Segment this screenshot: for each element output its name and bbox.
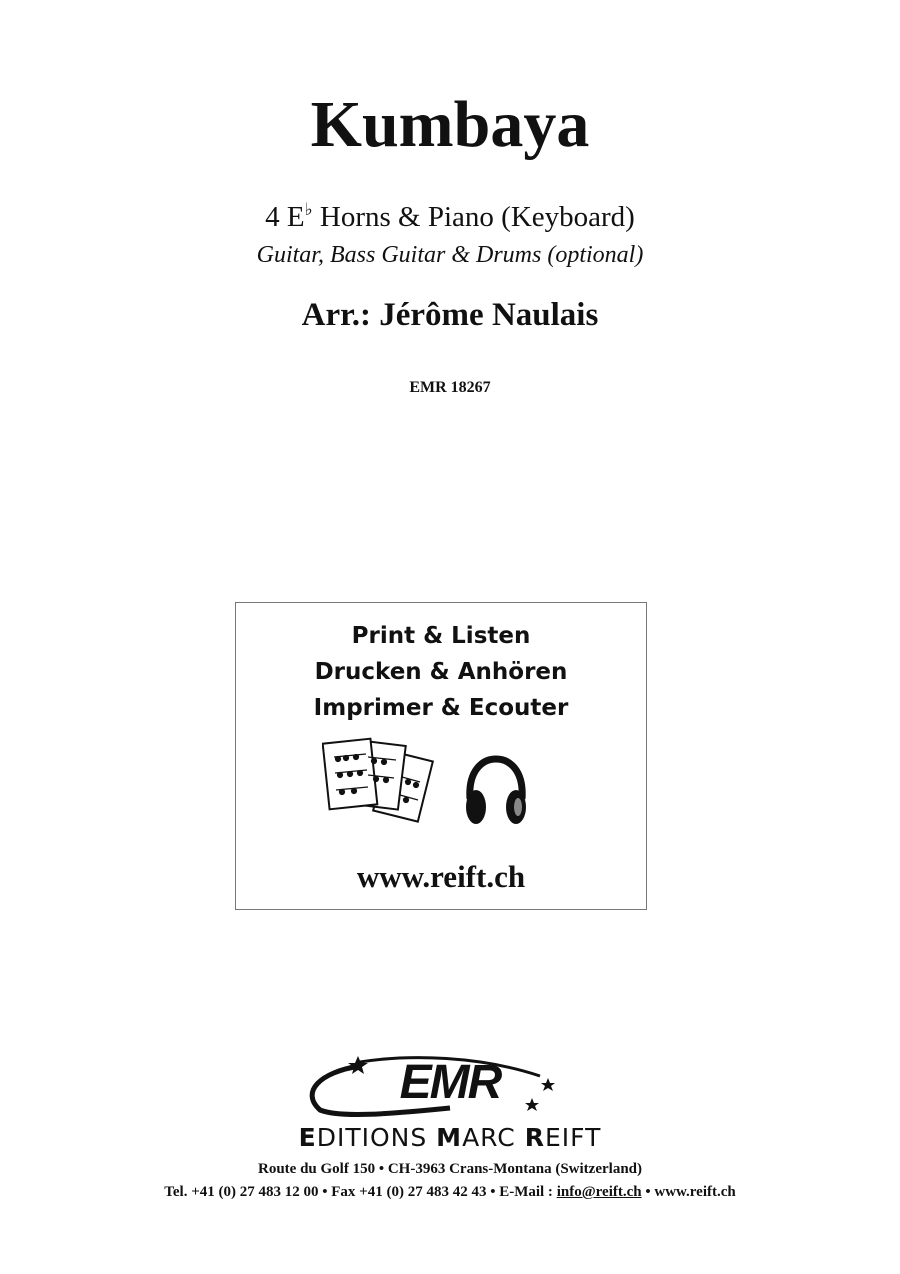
catalog-number: EMR 18267 [409, 379, 491, 396]
promo-line-english: Print & Listen [351, 623, 531, 649]
publisher-address: Route du Golf 150 • CH-3963 Crans-Montana (Switzerland) [258, 1161, 642, 1177]
publisher-name-initial-r: R [524, 1123, 545, 1152]
arranger: Arr.: Jérôme Naulais [301, 297, 599, 333]
contact-phone-fax: Tel. +41 (0) 27 483 12 00 • Fax +41 (0) 27 483 42 43 • E-Mail : [164, 1184, 557, 1200]
email-link[interactable]: info@reift.ch [556, 1184, 642, 1200]
optional-parts: Guitar, Bass Guitar & Drums (optional) [256, 242, 644, 268]
publisher-name-part1: DITIONS [316, 1123, 437, 1152]
instrumentation-prefix: 4 E [265, 201, 305, 233]
contact-website[interactable]: • www.reift.ch [641, 1184, 736, 1200]
instrumentation-suffix: Horns & Piano (Keyboard) [312, 201, 635, 233]
promo-website: www.reift.ch [356, 859, 526, 894]
publisher-name-initial-e: E [298, 1123, 317, 1152]
print-listen-box [235, 602, 647, 910]
instrumentation [0, 200, 900, 233]
publisher-name-part2: ARC [462, 1123, 525, 1152]
emr-logo-text: EMR [399, 1056, 501, 1109]
sheet-music-icon [322, 735, 442, 827]
score-title: Kumbaya [310, 88, 590, 161]
publisher-name [0, 1125, 900, 1150]
flat-sign: ♭ [304, 200, 313, 219]
promo-line-german: Drucken & Anhören [314, 659, 568, 685]
publisher-name-initial-m: M [436, 1123, 463, 1152]
headphones-icon [460, 753, 532, 829]
publisher-contact [0, 1185, 900, 1200]
publisher-name-part3: EIFT [544, 1123, 602, 1152]
promo-line-french: Imprimer & Ecouter [313, 695, 569, 721]
